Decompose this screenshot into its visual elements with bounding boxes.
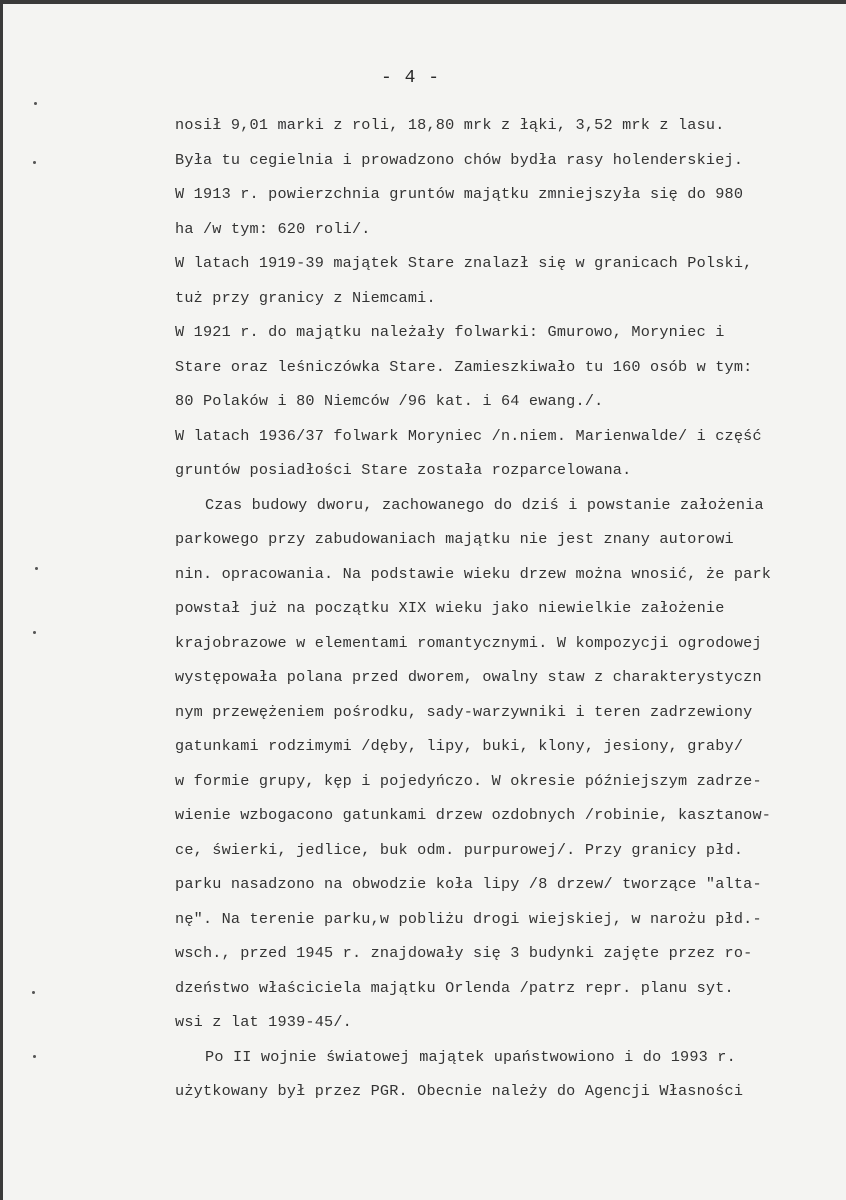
scan-speck [32, 991, 35, 994]
text-line: dzeństwo właściciela majątku Orlenda /patrz repr. planu syt. [175, 978, 734, 997]
scan-speck [33, 631, 36, 634]
text-line: wsch., przed 1945 r. znajdowały się 3 budynki zajęte przez ro- [175, 944, 753, 962]
text-line: 80 Polaków i 80 Niemców /96 kat. i 64 ewang./. [175, 392, 604, 410]
text-line: Była tu cegielnia i prowadzono chów bydła rasy holenderskiej. [175, 150, 744, 169]
text-line: Stare oraz leśniczówka Stare. Zamieszkiwało tu 160 osób w tym: [175, 357, 753, 376]
text-line: powstał już na początku XIX wieku jako niewielkie założenie [175, 599, 725, 617]
text-line: użytkowany był przez PGR. Obecnie należy do Agencji Własności [175, 1082, 744, 1100]
scan-speck [33, 1055, 36, 1058]
text-line: parku nasadzono na obwodzie koła lipy /8 drzew/ tworzące "alta- [175, 875, 762, 893]
text-line: W 1921 r. do majątku należały folwarki: Gmurowo, Moryniec i [175, 323, 725, 341]
text-line: krajobrazowe w elementami romantycznymi. W kompozycji ogrodowej [175, 633, 762, 652]
scan-speck [34, 102, 37, 105]
text-line: gruntów posiadłości Stare została rozparcelowana. [175, 461, 632, 479]
text-line: nę". Na terenie parku,w pobliżu drogi wiejskiej, w narożu płd.- [175, 909, 762, 928]
text-line: nosił 9,01 marki z roli, 18,80 mrk z łąki, 3,52 mrk z lasu. [175, 116, 725, 134]
text-line: ha /w tym: 620 roli/. [175, 219, 371, 238]
paragraph-start-line: Po II wojnie światowej majątek upaństwowiono i do 1993 r. [205, 1047, 736, 1066]
page-number: - 4 - [381, 68, 441, 88]
text-line: parkowego przy zabudowaniach majątku nie jest znany autorowi [175, 530, 734, 548]
text-line: W latach 1919-39 majątek Stare znalazł się w granicach Polski, [175, 254, 753, 272]
scan-speck [35, 567, 38, 570]
text-line: W latach 1936/37 folwark Moryniec /n.niem. Marienwalde/ i część [175, 426, 762, 445]
text-line: nin. opracowania. Na podstawie wieku drzew można wnosić, że park [175, 564, 772, 583]
text-line: w formie grupy, kęp i pojedyńczo. W okresie późniejszym zadrze- [175, 771, 762, 790]
text-line: wsi z lat 1939-45/. [175, 1013, 352, 1031]
text-line: ce, świerki, jedlice, buk odm. purpurowej/. Przy granicy płd. [175, 840, 744, 859]
paragraph-start-line: Czas budowy dworu, zachowanego do dziś i powstanie założenia [205, 495, 764, 514]
text-line: tuż przy granicy z Niemcami. [175, 288, 436, 307]
text-line: W 1913 r. powierzchnia gruntów majątku zmniejszyła się do 980 [175, 185, 744, 203]
text-line: nym przewężeniem pośrodku, sady-warzywniki i teren zadrzewiony [175, 702, 753, 721]
body-text [175, 108, 825, 1109]
scan-speck [33, 161, 36, 164]
text-line: gatunkami rodzimymi /dęby, lipy, buki, klony, jesiony, graby/ [175, 737, 744, 755]
text-line: wienie wzbogacono gatunkami drzew ozdobnych /robinie, kasztanow- [175, 806, 772, 824]
text-line: występowała polana przed dworem, owalny staw z charakterystyczn [175, 668, 762, 686]
